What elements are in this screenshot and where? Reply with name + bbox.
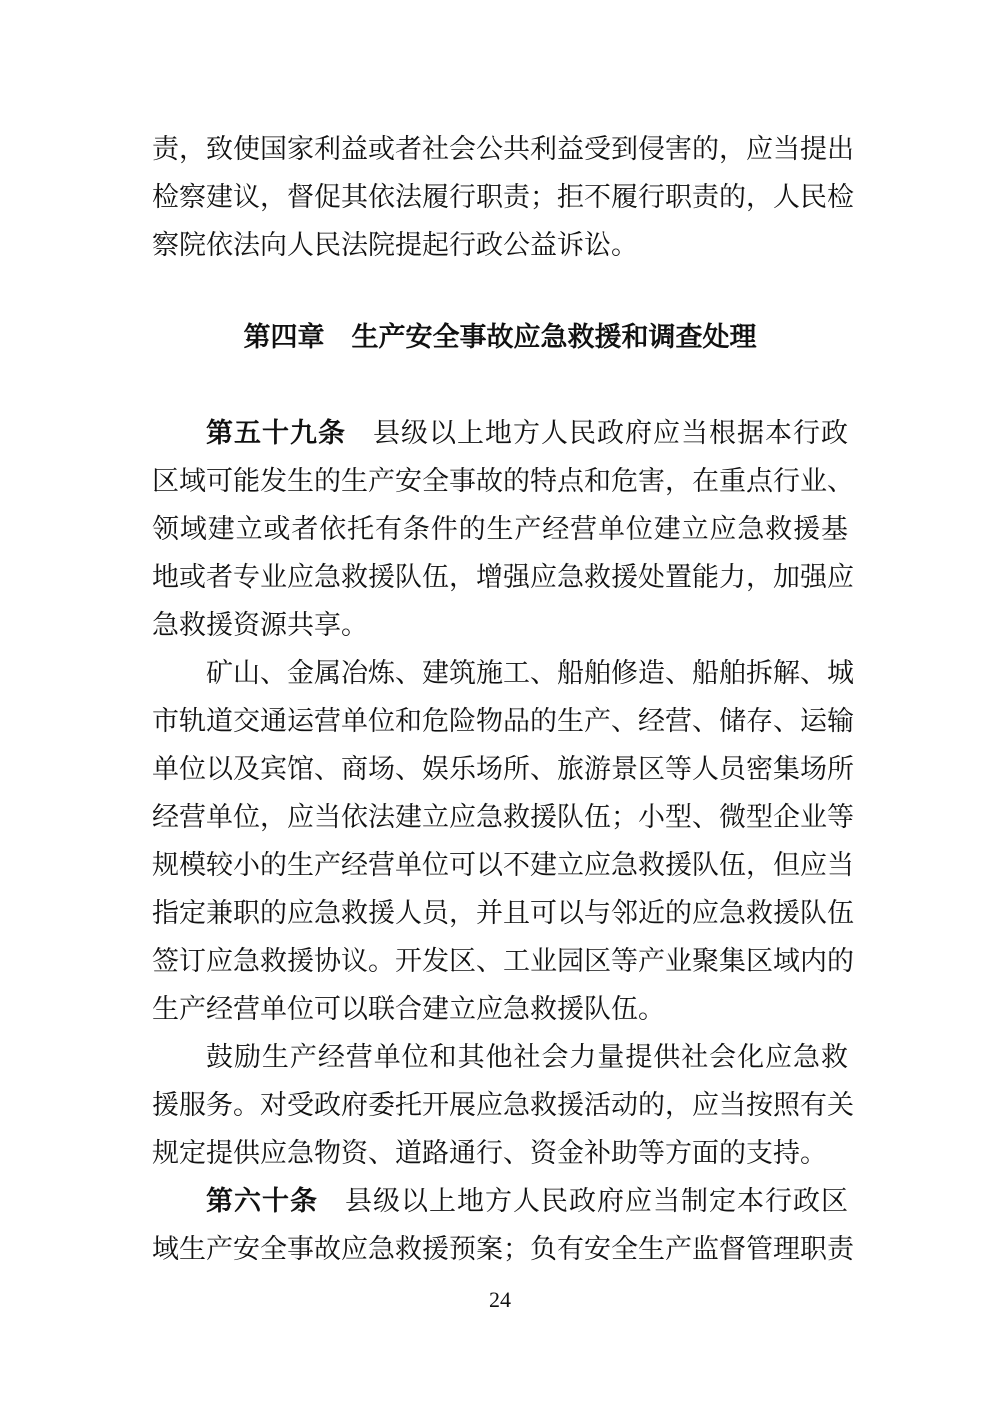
article-59-line-3: 领域建立或者依托有条件的生产经营单位建立应急救援基 (152, 514, 848, 545)
chapter-heading: 第四章 生产安全事故应急救援和调查处理 (243, 322, 757, 353)
article-59-para3-line-2: 援服务。对受政府委托开展应急救援活动的，应当按照有关 (152, 1090, 854, 1121)
article-59-line-4: 地或者专业应急救援队伍，增强应急救援处置能力，加强应 (152, 562, 854, 593)
intro-line-2: 检察建议，督促其依法履行职责；拒不履行职责的，人民检 (152, 182, 854, 213)
article-59-label: 第五十九条 (206, 418, 346, 449)
article-59-first-line (206, 412, 848, 456)
article-59-para2-line-6: 指定兼职的应急救援人员，并且可以与邻近的应急救援队伍 (152, 898, 854, 929)
article-59-para2-line-3: 单位以及宾馆、商场、娱乐场所、旅游景区等人员密集场所 (152, 754, 854, 785)
article-60-label: 第六十条 (206, 1186, 318, 1217)
article-59-para2-line-1: 矿山、金属冶炼、建筑施工、船舶修造、船舶拆解、城 (206, 658, 854, 689)
article-59-line-5: 急救援资源共享。 (152, 610, 368, 641)
article-60-first-line-text: 县级以上地方人民政府应当制定本行政区 (345, 1186, 848, 1217)
page-number: 24 (489, 1287, 511, 1312)
article-60-first-line (206, 1180, 848, 1224)
article-60-line-2: 域生产安全事故应急救援预案；负有安全生产监督管理职责 (152, 1234, 854, 1265)
article-59-para2-line-8: 生产经营单位可以联合建立应急救援队伍。 (152, 994, 665, 1025)
article-59-para2-line-7: 签订应急救援协议。开发区、工业园区等产业聚集区域内的 (152, 946, 854, 977)
article-59-first-line-text: 县级以上地方人民政府应当根据本行政 (373, 418, 848, 449)
intro-line-1: 责，致使国家利益或者社会公共利益受到侵害的，应当提出 (152, 134, 854, 165)
article-59-para3-line-3: 规定提供应急物资、道路通行、资金补助等方面的支持。 (152, 1138, 827, 1169)
article-59-para2-line-4: 经营单位，应当依法建立应急救援队伍；小型、微型企业等 (152, 802, 854, 833)
intro-line-3: 察院依法向人民法院提起行政公益诉讼。 (152, 230, 638, 261)
article-59-para2-line-5: 规模较小的生产经营单位可以不建立应急救援队伍，但应当 (152, 850, 854, 881)
article-59-para3-line-1: 鼓励生产经营单位和其他社会力量提供社会化应急救 (206, 1042, 848, 1073)
article-59-para2-line-2: 市轨道交通运营单位和危险物品的生产、经营、储存、运输 (152, 706, 854, 737)
article-59-line-2: 区域可能发生的生产安全事故的特点和危害，在重点行业、 (152, 466, 854, 497)
